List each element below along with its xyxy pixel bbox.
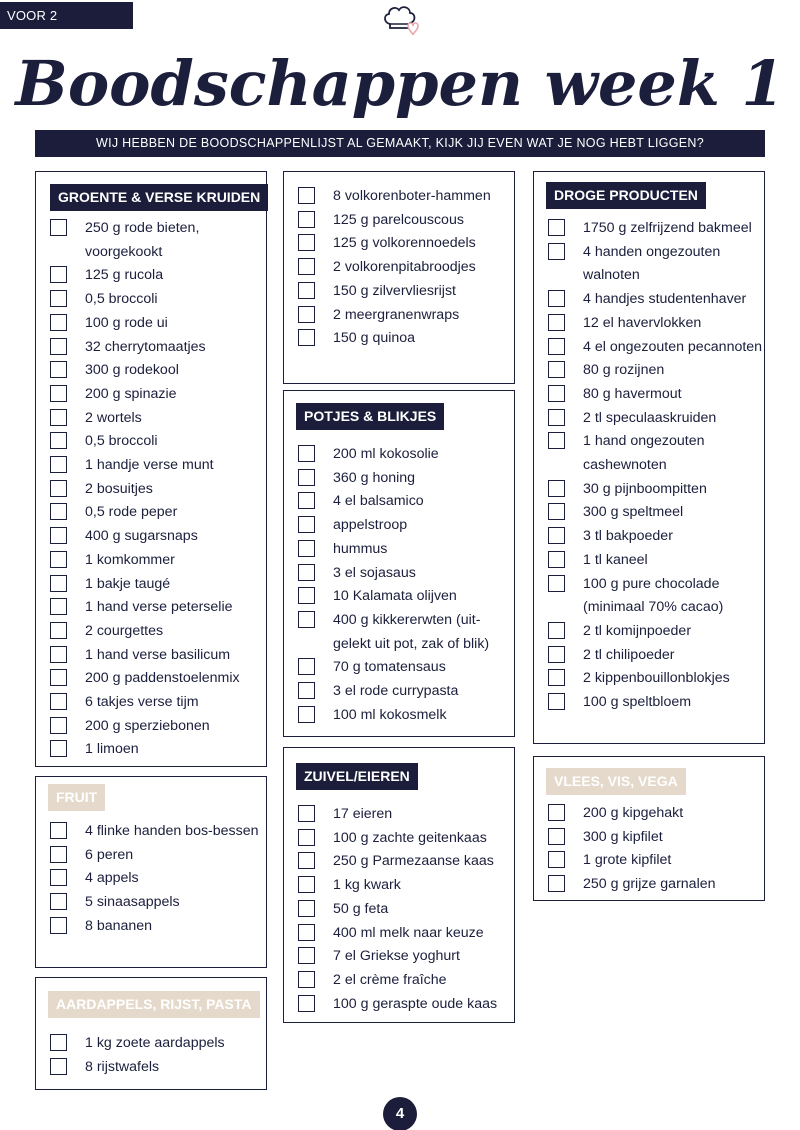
- checkbox[interactable]: [548, 219, 565, 236]
- list-item: [534, 383, 764, 407]
- list-item: [284, 538, 514, 562]
- checkbox[interactable]: [548, 646, 565, 663]
- checkbox[interactable]: [298, 682, 315, 699]
- list-item: [36, 430, 266, 454]
- item-label: 8 volkorenboter-hammen: [333, 188, 491, 204]
- item-label: 250 g Parmezaanse kaas: [333, 853, 494, 870]
- list-item: [36, 691, 266, 715]
- checkbox[interactable]: [298, 971, 315, 988]
- item-label: 2 meergranenwraps: [333, 306, 460, 323]
- item-label: 1 limoen: [85, 741, 139, 758]
- list-item: [534, 430, 764, 477]
- checkbox[interactable]: [50, 551, 67, 568]
- checkbox[interactable]: [50, 432, 67, 449]
- checkbox[interactable]: [298, 805, 315, 822]
- checkbox[interactable]: [50, 622, 67, 639]
- item-label: 2 volkorenpitabroodjes: [333, 259, 476, 276]
- checkbox[interactable]: [298, 187, 315, 204]
- list-item: [284, 327, 514, 351]
- page-title: Boodschappen week 1: [15, 47, 785, 120]
- list-item: [534, 620, 764, 644]
- item-label: 6 peren: [85, 846, 134, 863]
- item-label: 2 bosuitjes: [85, 480, 153, 497]
- checkbox[interactable]: [50, 575, 67, 592]
- checkbox[interactable]: [298, 924, 315, 941]
- checkbox[interactable]: [50, 869, 67, 886]
- section-heading: FRUIT: [48, 784, 105, 811]
- list-item: [36, 264, 266, 288]
- list-item: [284, 656, 514, 680]
- list-item: [36, 501, 266, 525]
- checkbox[interactable]: [548, 693, 565, 710]
- list-item: [284, 704, 514, 728]
- item-label: 70 g tomatensaus: [333, 659, 446, 676]
- item-label: 2 kippenbouillonblokjes: [583, 670, 730, 687]
- checkbox[interactable]: [50, 1058, 67, 1075]
- checkbox[interactable]: [548, 338, 565, 355]
- checkbox[interactable]: [298, 516, 315, 533]
- checkbox[interactable]: [548, 669, 565, 686]
- item-label: 32 cherrytomaatjes: [85, 338, 206, 355]
- item-label: 400 g kikkererwten (uit-gelekt uit pot, zak of blik): [333, 611, 490, 652]
- section-heading: DROGE PRODUCTEN: [546, 182, 706, 209]
- section-brood: [283, 171, 515, 384]
- item-label: 80 g havermout: [583, 385, 682, 402]
- checkbox[interactable]: [298, 900, 315, 917]
- section-droge: [533, 171, 765, 744]
- list-item: [284, 490, 514, 514]
- item-label: 1 hand ongezouten cashewnoten: [583, 433, 705, 474]
- checkbox[interactable]: [50, 503, 67, 520]
- checkbox[interactable]: [548, 432, 565, 449]
- item-label: 125 g parelcouscous: [333, 211, 464, 228]
- checklist: [534, 217, 764, 715]
- item-label: 3 el rode currypasta: [333, 683, 459, 700]
- item-label: 2 courgettes: [85, 622, 164, 639]
- item-label: 125 g rucola: [85, 267, 164, 284]
- list-item: [284, 609, 514, 656]
- list-item: [284, 922, 514, 946]
- list-item: [284, 585, 514, 609]
- item-label: 2 el crème fraîche: [333, 971, 447, 988]
- list-item: [36, 715, 266, 739]
- item-label: 0,5 broccoli: [85, 291, 158, 308]
- item-label: 8 bananen: [85, 917, 153, 934]
- list-item: [534, 359, 764, 383]
- item-label: 150 g zilvervliesrijst: [333, 282, 456, 299]
- section-heading: VLEES, VIS, VEGA: [546, 768, 686, 795]
- checkbox[interactable]: [298, 876, 315, 893]
- list-item: [36, 738, 266, 762]
- checklist: [36, 820, 266, 939]
- item-label: 2 tl chilipoeder: [583, 646, 675, 663]
- section-heading: GROENTE & VERSE KRUIDEN: [50, 184, 268, 211]
- item-label: 200 g paddenstoelenmix: [85, 670, 240, 687]
- list-item: [534, 217, 764, 241]
- item-label: 2 tl komijnpoeder: [583, 622, 692, 639]
- list-item: [284, 898, 514, 922]
- list-item: [534, 288, 764, 312]
- item-label: 4 appels: [85, 870, 139, 887]
- checklist: [36, 1032, 266, 1079]
- item-label: 4 el ongezouten pecannoten: [583, 338, 763, 355]
- checkbox[interactable]: [548, 480, 565, 497]
- checkbox[interactable]: [548, 804, 565, 821]
- list-item: [36, 217, 266, 264]
- item-label: hummus: [333, 540, 388, 557]
- checkbox[interactable]: [298, 211, 315, 228]
- section-groente: [35, 171, 267, 767]
- checkbox[interactable]: [298, 282, 315, 299]
- list-item: [284, 993, 514, 1017]
- checkbox[interactable]: [50, 527, 67, 544]
- checkbox[interactable]: [298, 587, 315, 604]
- list-item: [534, 802, 764, 826]
- checkbox[interactable]: [50, 456, 67, 473]
- checkbox[interactable]: [298, 306, 315, 323]
- item-label: 200 ml kokosolie: [333, 446, 439, 462]
- list-item: [36, 478, 266, 502]
- list-item: [36, 915, 266, 939]
- checkbox[interactable]: [298, 540, 315, 557]
- section-heading: POTJES & BLIKJES: [296, 403, 444, 430]
- checklist: [284, 803, 514, 1016]
- item-label: 1 grote kipfilet: [583, 852, 672, 869]
- list-item: [284, 514, 514, 538]
- checkbox[interactable]: [50, 385, 67, 402]
- page-number: 4: [383, 1097, 417, 1130]
- item-label: 17 eieren: [333, 806, 393, 822]
- item-label: 1 kg kwark: [333, 877, 401, 894]
- list-item: [534, 644, 764, 668]
- item-label: 2 tl speculaaskruiden: [583, 409, 717, 426]
- list-item: [534, 241, 764, 288]
- list-item: [284, 443, 514, 467]
- checkbox[interactable]: [50, 409, 67, 426]
- list-item: [284, 280, 514, 304]
- list-item: [36, 596, 266, 620]
- item-label: 1 komkommer: [85, 551, 175, 568]
- list-item: [284, 680, 514, 704]
- list-item: [36, 454, 266, 478]
- checkbox[interactable]: [298, 706, 315, 723]
- intro-banner: WIJ HEBBEN DE BOODSCHAPPENLIJST AL GEMAAKT, KIJK JIJ EVEN WAT JE NOG HEBT LIGGEN?: [35, 130, 765, 157]
- list-item: [284, 850, 514, 874]
- checkbox[interactable]: [50, 893, 67, 910]
- list-item: [36, 891, 266, 915]
- checkbox[interactable]: [548, 575, 565, 592]
- checkbox[interactable]: [548, 385, 565, 402]
- item-label: 200 g sperziebonen: [85, 717, 210, 734]
- list-item: [284, 304, 514, 328]
- checkbox[interactable]: [50, 917, 67, 934]
- section-heading: AARDAPPELS, RIJST, PASTA: [48, 991, 260, 1018]
- list-item: [534, 336, 764, 360]
- list-item: [36, 288, 266, 312]
- checkbox[interactable]: [298, 492, 315, 509]
- list-item: [36, 549, 266, 573]
- checklist: [534, 802, 764, 897]
- list-item: [36, 644, 266, 668]
- item-label: 0,5 broccoli: [85, 433, 158, 450]
- item-label: 100 g rode ui: [85, 314, 168, 331]
- list-item: [534, 312, 764, 336]
- list-item: [534, 525, 764, 549]
- checkbox[interactable]: [50, 314, 67, 331]
- item-label: 5 sinaasappels: [85, 894, 180, 911]
- checkbox[interactable]: [548, 828, 565, 845]
- item-label: 300 g kipfilet: [583, 828, 663, 845]
- item-label: 4 handjes studentenhaver: [583, 291, 747, 308]
- item-label: 80 g rozijnen: [583, 362, 665, 379]
- checkbox[interactable]: [50, 646, 67, 663]
- checkbox[interactable]: [548, 290, 565, 307]
- checkbox[interactable]: [50, 480, 67, 497]
- checkbox[interactable]: [50, 822, 67, 839]
- item-label: 100 g speltbloem: [583, 694, 692, 711]
- item-label: 1 tl kaneel: [583, 551, 648, 568]
- checkbox[interactable]: [50, 598, 67, 615]
- checkbox[interactable]: [298, 258, 315, 275]
- item-label: 12 el havervlokken: [583, 314, 702, 331]
- item-label: 400 g sugarsnaps: [85, 528, 198, 545]
- list-item: [36, 867, 266, 891]
- checkbox[interactable]: [50, 717, 67, 734]
- checkbox[interactable]: [50, 1034, 67, 1051]
- list-item: [284, 945, 514, 969]
- checkbox[interactable]: [50, 219, 67, 236]
- checkbox[interactable]: [548, 551, 565, 568]
- item-label: 0,5 rode peper: [85, 504, 178, 521]
- list-item: [36, 312, 266, 336]
- item-label: 200 g kipgehakt: [583, 805, 684, 821]
- item-label: 100 g pure chocolade (minimaal 70% cacao): [583, 575, 724, 616]
- item-label: 250 g rode bieten, voorgekookt: [85, 220, 200, 260]
- item-label: 1 kg zoete aardappels: [85, 1035, 225, 1051]
- list-item: [534, 478, 764, 502]
- item-label: 4 el balsamico: [333, 493, 424, 510]
- list-item: [284, 467, 514, 491]
- checkbox[interactable]: [298, 445, 315, 462]
- item-label: 1750 g zelfrijzend bakmeel: [583, 220, 752, 236]
- list-item: [36, 1032, 266, 1056]
- item-label: 100 ml kokosmelk: [333, 706, 447, 723]
- item-label: 300 g speltmeel: [583, 504, 684, 521]
- section-fruit: [35, 776, 267, 968]
- list-item: [534, 407, 764, 431]
- checkbox[interactable]: [50, 290, 67, 307]
- checkbox[interactable]: [50, 740, 67, 757]
- checkbox[interactable]: [548, 527, 565, 544]
- checkbox[interactable]: [298, 469, 315, 486]
- list-item: [284, 232, 514, 256]
- checkbox[interactable]: [298, 564, 315, 581]
- item-label: 150 g quinoa: [333, 330, 416, 347]
- section-aardappels: [35, 977, 267, 1090]
- checkbox[interactable]: [298, 658, 315, 675]
- checkbox[interactable]: [298, 234, 315, 251]
- item-label: 360 g honing: [333, 469, 416, 486]
- item-label: 2 wortels: [85, 409, 142, 426]
- item-label: 1 handje verse munt: [85, 457, 214, 474]
- section-potjes: [283, 390, 515, 737]
- checkbox[interactable]: [548, 361, 565, 378]
- list-item: [284, 256, 514, 280]
- checkbox[interactable]: [548, 622, 565, 639]
- checkbox[interactable]: [548, 409, 565, 426]
- checklist: [36, 217, 266, 762]
- checkbox[interactable]: [50, 669, 67, 686]
- section-vlees: [533, 756, 765, 901]
- item-label: 4 handen ongezouten walnoten: [583, 243, 721, 284]
- list-item: [36, 667, 266, 691]
- list-item: [534, 849, 764, 873]
- list-item: [284, 185, 514, 209]
- list-item: [36, 383, 266, 407]
- list-item: [36, 573, 266, 597]
- list-item: [36, 820, 266, 844]
- list-item: [284, 969, 514, 993]
- checkbox[interactable]: [548, 503, 565, 520]
- list-item: [534, 691, 764, 715]
- checkbox[interactable]: [50, 266, 67, 283]
- item-label: 6 takjes verse tijm: [85, 694, 199, 711]
- checkbox[interactable]: [298, 995, 315, 1012]
- item-label: 4 flinke handen bos-bessen: [85, 823, 259, 839]
- section-heading: ZUIVEL/EIEREN: [296, 763, 418, 790]
- list-item: [36, 359, 266, 383]
- list-item: [284, 803, 514, 827]
- servings-tag: VOOR 2 PERSONEN: [0, 2, 133, 29]
- checkbox[interactable]: [298, 829, 315, 846]
- list-item: [284, 209, 514, 233]
- item-label: 50 g feta: [333, 900, 389, 917]
- item-label: 7 el Griekse yoghurt: [333, 948, 460, 965]
- checklist: [284, 185, 514, 351]
- item-label: 250 g grijze garnalen: [583, 876, 716, 893]
- item-label: 1 bakje taugé: [85, 575, 171, 592]
- list-item: [534, 667, 764, 691]
- list-item: [36, 844, 266, 868]
- list-item: [284, 827, 514, 851]
- item-label: 8 rijstwafels: [85, 1058, 160, 1075]
- item-label: 200 g spinazie: [85, 385, 177, 402]
- item-label: 10 Kalamata olijven: [333, 588, 457, 605]
- checkbox[interactable]: [50, 693, 67, 710]
- list-item: [36, 525, 266, 549]
- chef-hat-heart-logo: [381, 2, 419, 38]
- list-item: [36, 620, 266, 644]
- item-label: 3 tl bakpoeder: [583, 528, 673, 545]
- list-item: [534, 549, 764, 573]
- checkbox[interactable]: [50, 361, 67, 378]
- item-label: 400 ml melk naar keuze: [333, 924, 484, 941]
- item-label: 3 el sojasaus: [333, 564, 416, 581]
- item-label: 100 g geraspte oude kaas: [333, 995, 498, 1012]
- checkbox[interactable]: [548, 875, 565, 892]
- checkbox[interactable]: [298, 329, 315, 346]
- checklist: [284, 443, 514, 727]
- checkbox[interactable]: [50, 338, 67, 355]
- item-label: 300 g rodekool: [85, 362, 179, 379]
- checkbox[interactable]: [298, 947, 315, 964]
- list-item: [284, 874, 514, 898]
- checkbox[interactable]: [548, 243, 565, 260]
- list-item: [36, 336, 266, 360]
- list-item: [534, 873, 764, 897]
- checkbox[interactable]: [50, 846, 67, 863]
- list-item: [36, 1056, 266, 1080]
- checkbox[interactable]: [548, 314, 565, 331]
- list-item: [534, 826, 764, 850]
- list-item: [284, 562, 514, 586]
- item-label: 1 hand verse peterselie: [85, 599, 233, 616]
- item-label: 125 g volkorennoedels: [333, 235, 476, 252]
- checkbox[interactable]: [548, 851, 565, 868]
- item-label: 30 g pijnboompitten: [583, 480, 707, 497]
- list-item: [36, 407, 266, 431]
- list-item: [534, 573, 764, 620]
- checkbox[interactable]: [298, 611, 315, 628]
- item-label: appelstroop: [333, 517, 408, 534]
- list-item: [534, 501, 764, 525]
- item-label: 1 hand verse basilicum: [85, 646, 231, 663]
- checkbox[interactable]: [298, 852, 315, 869]
- section-zuivel: [283, 747, 515, 1023]
- item-label: 100 g zachte geitenkaas: [333, 829, 487, 846]
